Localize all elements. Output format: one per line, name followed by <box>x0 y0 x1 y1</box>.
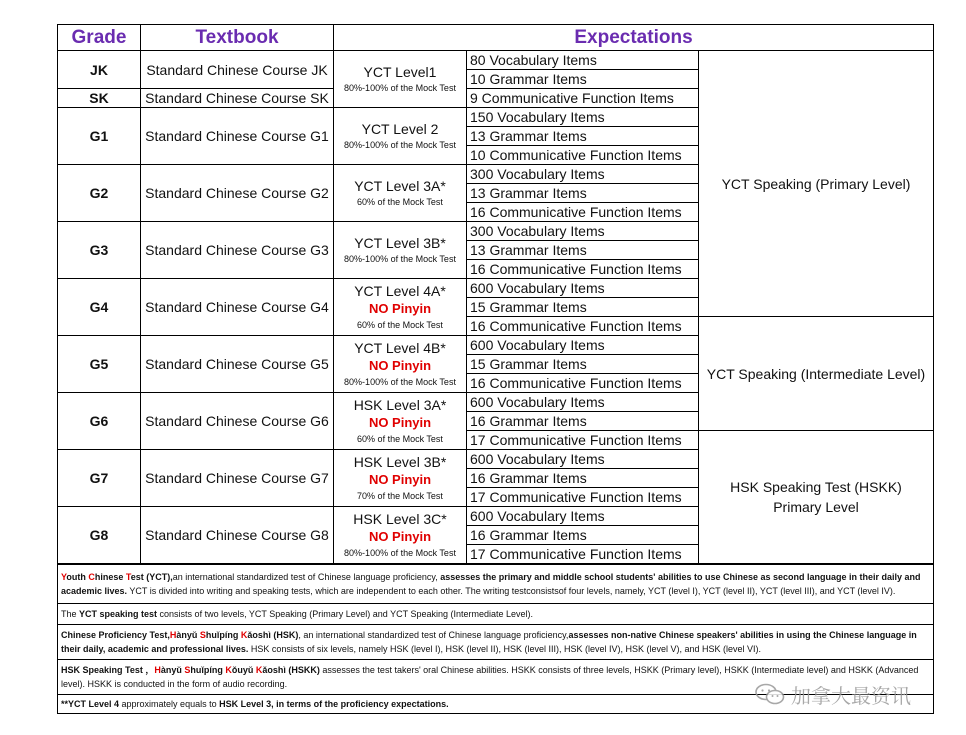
textbook-header: Textbook <box>141 25 334 51</box>
expectation-item: 10 Communicative Function Items <box>467 146 699 165</box>
watermark <box>755 680 935 708</box>
textbook-cell: Standard Chinese Course G1 <box>141 108 334 165</box>
expectation-item: 16 Communicative Function Items <box>467 260 699 279</box>
grade-header: Grade <box>58 25 141 51</box>
level-cell <box>334 393 467 450</box>
mock-test-requirement: 60% of the Mock Test <box>357 434 443 444</box>
note-yct-speaking: The YCT speaking test consists of two levels, YCT Speaking (Primary Level) and YCT Speaking (Intermediate Level). <box>58 604 934 625</box>
mock-test-requirement: 80%-100% of the Mock Test <box>344 140 456 150</box>
speaking-cell <box>699 317 934 431</box>
table-row <box>58 51 934 70</box>
expectation-item: 300 Vocabulary Items <box>467 165 699 184</box>
expectation-item: 150 Vocabulary Items <box>467 108 699 127</box>
textbook-cell: Standard Chinese Course SK <box>141 89 334 108</box>
mock-test-requirement: 80%-100% of the Mock Test <box>344 377 456 387</box>
no-pinyin-label: NO Pinyin <box>368 358 432 373</box>
mock-test-requirement: 70% of the Mock Test <box>357 491 443 501</box>
level-cell <box>334 108 467 165</box>
textbook-cell: Standard Chinese Course G6 <box>141 393 334 450</box>
expectation-item: 16 Communicative Function Items <box>467 203 699 222</box>
textbook-cell: Standard Chinese Course G3 <box>141 222 334 279</box>
speaking-label: YCT Speaking (Primary Level) <box>721 175 911 192</box>
grade-cell: G4 <box>58 279 141 336</box>
expectation-item: 16 Grammar Items <box>467 526 699 545</box>
grade-cell: SK <box>58 89 141 108</box>
no-pinyin-label: NO Pinyin <box>368 301 432 316</box>
note-hskk: HSK Speaking Test ，Hànyǔ Shuǐpíng Kǒuyǔ Kǎoshì (HSKK) assesses the test takers' oral Chinese abilities. HSKK consists of three levels, HSKK (Primary level), HSKK (Intermediate level) and HSKK (Advanced level). HSKK is conducted in the form of audio recording. <box>58 660 934 695</box>
textbook-cell: Standard Chinese Course G5 <box>141 336 334 393</box>
grade-cell: G2 <box>58 165 141 222</box>
expectation-item: 15 Grammar Items <box>467 355 699 374</box>
level-name: YCT Level1 <box>363 64 437 80</box>
mock-test-requirement: 80%-100% of the Mock Test <box>344 83 456 93</box>
expectation-item: 17 Communicative Function Items <box>467 545 699 564</box>
curriculum-sheet <box>57 24 933 714</box>
textbook-cell: Standard Chinese Course G4 <box>141 279 334 336</box>
speaking-label: HSK Speaking Test (HSKK) <box>730 479 902 495</box>
textbook-cell: Standard Chinese Course G8 <box>141 507 334 564</box>
speaking-label: YCT Speaking (Intermediate Level) <box>706 365 926 382</box>
header-row <box>58 25 934 51</box>
expectation-item: 600 Vocabulary Items <box>467 393 699 412</box>
level-name: HSK Level 3B* <box>353 454 447 470</box>
expectation-item: 17 Communicative Function Items <box>467 431 699 450</box>
mock-test-requirement: 80%-100% of the Mock Test <box>344 254 456 264</box>
level-cell <box>334 165 467 222</box>
expectation-item: 300 Vocabulary Items <box>467 222 699 241</box>
level-name: YCT Level 2 <box>361 121 439 137</box>
level-cell <box>334 336 467 393</box>
mock-test-requirement: 80%-100% of the Mock Test <box>344 548 456 558</box>
grade-cell: G1 <box>58 108 141 165</box>
grade-cell: G6 <box>58 393 141 450</box>
expectation-item: 13 Grammar Items <box>467 127 699 146</box>
note-yct: Youth Chinese Test (YCT),an international standardized test of Chinese language proficiency, assesses the primary and middle school students' abilities to use Chinese as second language in their daily and academic lives. YCT is divided into writing and speaking tests, which are independent to each other. The writing testconsistsof four levels, namely, YCT (level I), YCT (level II), YCT (level III), and YCT (level IV). <box>58 565 934 604</box>
level-name: HSK Level 3C* <box>353 511 447 527</box>
no-pinyin-label: NO Pinyin <box>368 415 432 430</box>
expectation-item: 80 Vocabulary Items <box>467 51 699 70</box>
level-name: YCT Level 4A* <box>354 283 446 299</box>
level-cell <box>334 279 467 336</box>
textbook-cell: Standard Chinese Course G2 <box>141 165 334 222</box>
textbook-cell: Standard Chinese Course JK <box>141 51 334 89</box>
note-footnote: **YCT Level 4 approximately equals to HSK Level 3, in terms of the proficiency expectations. <box>58 695 934 714</box>
expectation-item: 16 Grammar Items <box>467 469 699 488</box>
expectation-item: 13 Grammar Items <box>467 184 699 203</box>
grade-cell: G5 <box>58 336 141 393</box>
no-pinyin-label: NO Pinyin <box>368 529 432 544</box>
expectation-item: 600 Vocabulary Items <box>467 336 699 355</box>
mock-test-requirement: 60% of the Mock Test <box>357 197 443 207</box>
note-hsk: Chinese Proficiency Test,Hànyǔ Shuǐpíng Kǎoshì (HSK), an international standardized test of Chinese language proficiency,assesses non-native Chinese speakers' abilities in using the Chinese language in their daily, academic and professional lives. HSK consists of six levels, namely HSK (level I), HSK (level II), HSK (level III), HSK (level IV), HSK (level V), and HSK (level VI). <box>58 625 934 660</box>
expectation-item: 16 Communicative Function Items <box>467 317 699 336</box>
no-pinyin-label: NO Pinyin <box>368 472 432 487</box>
level-cell <box>334 51 467 108</box>
textbook-cell: Standard Chinese Course G7 <box>141 450 334 507</box>
speaking-label: Primary Level <box>773 499 859 515</box>
expectation-item: 17 Communicative Function Items <box>467 488 699 507</box>
mock-test-requirement: 60% of the Mock Test <box>357 320 443 330</box>
level-cell <box>334 222 467 279</box>
expectation-item: 9 Communicative Function Items <box>467 89 699 108</box>
expectation-item: 16 Communicative Function Items <box>467 374 699 393</box>
expectation-item: 10 Grammar Items <box>467 70 699 89</box>
expectation-item: 600 Vocabulary Items <box>467 507 699 526</box>
grade-cell: G3 <box>58 222 141 279</box>
level-name: YCT Level 3B* <box>354 235 446 251</box>
expectation-item: 15 Grammar Items <box>467 298 699 317</box>
grade-cell: G7 <box>58 450 141 507</box>
grade-cell: G8 <box>58 507 141 564</box>
level-name: HSK Level 3A* <box>353 397 447 413</box>
expectations-header: Expectations <box>334 25 934 51</box>
grade-cell: JK <box>58 51 141 89</box>
expectation-item: 13 Grammar Items <box>467 241 699 260</box>
expectation-item: 600 Vocabulary Items <box>467 450 699 469</box>
level-name: YCT Level 3A* <box>354 178 446 194</box>
expectations-table <box>57 24 934 564</box>
level-cell <box>334 450 467 507</box>
watermark-text: 加拿大最资讯 <box>791 685 911 708</box>
speaking-cell <box>699 51 934 317</box>
wechat-icon <box>755 683 785 705</box>
level-name: YCT Level 4B* <box>354 340 446 356</box>
expectation-item: 16 Grammar Items <box>467 412 699 431</box>
level-cell <box>334 507 467 564</box>
expectation-item: 600 Vocabulary Items <box>467 279 699 298</box>
speaking-cell <box>699 431 934 564</box>
